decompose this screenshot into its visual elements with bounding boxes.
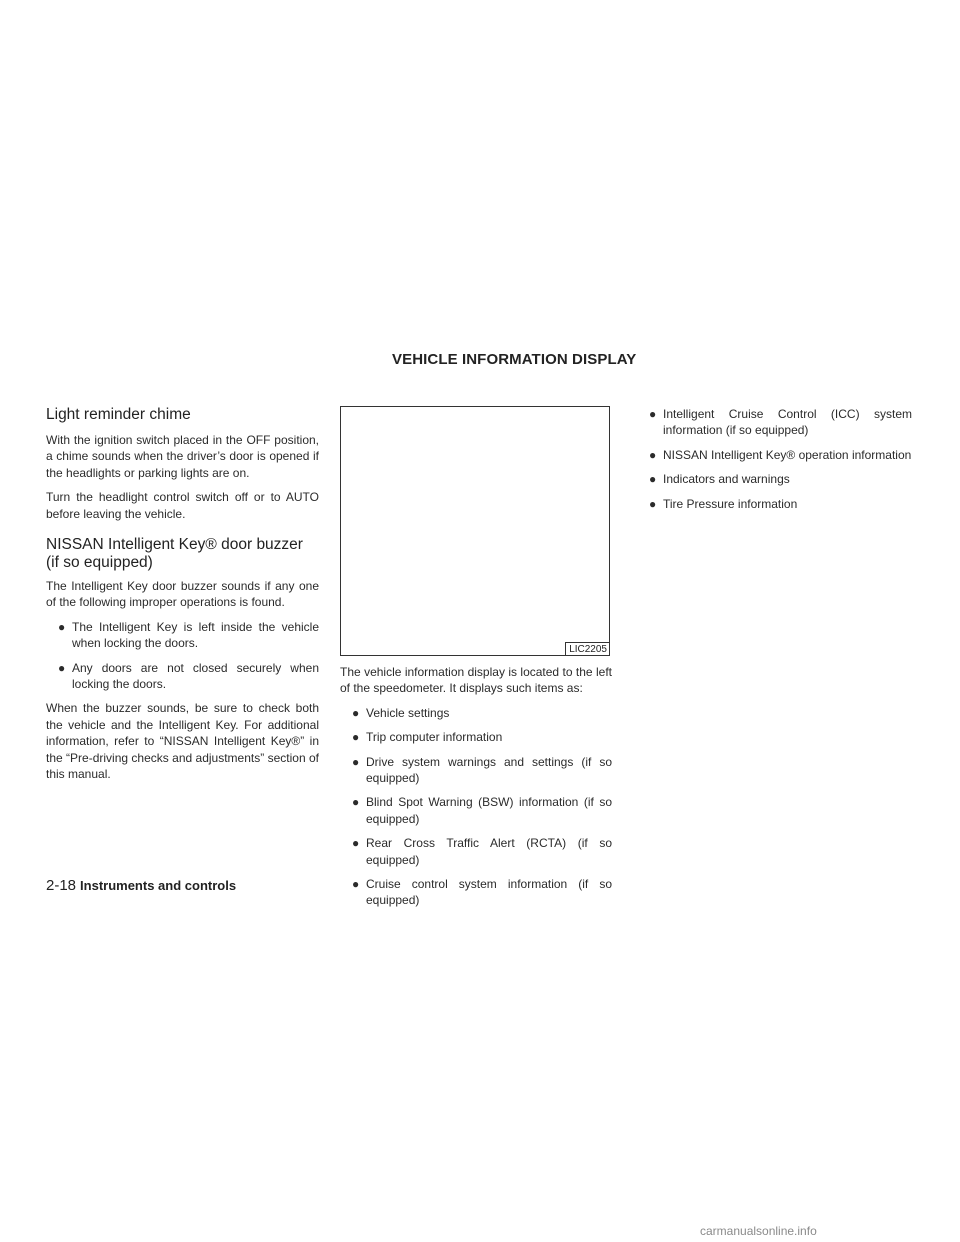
figure-frame <box>340 406 610 656</box>
paragraph: The Intelligent Key door buzzer sounds if any one of the following improper operations is found. <box>46 579 319 610</box>
bullet-icon: ● <box>58 619 66 634</box>
chapter-title: Instruments and controls <box>80 878 237 893</box>
list-item-text: NISSAN Intelligent Key® operation information <box>663 447 912 462</box>
list-item <box>46 660 319 693</box>
list-item-text: Tire Pressure information <box>663 496 798 511</box>
bullet-icon: ● <box>352 795 360 810</box>
list-item <box>637 447 912 463</box>
paragraph: With the ignition switch placed in the OFF position, a chime sounds when the driver’s door is opened if the headlights or parking lights are on. <box>46 433 319 480</box>
watermark: carmanualsonline.info <box>700 1224 817 1238</box>
list-item <box>340 794 612 827</box>
bullet-icon: ● <box>649 407 657 421</box>
page-number: 2-18 <box>46 877 77 894</box>
page-footer <box>46 877 236 894</box>
list-item-text: Drive system warnings and settings (if so equipped) <box>366 754 612 786</box>
figure-label: LIC2205 <box>565 642 609 655</box>
list-item <box>340 754 612 787</box>
bullet-icon: ● <box>58 660 66 675</box>
list-item <box>46 619 319 652</box>
bullet-icon: ● <box>352 877 360 892</box>
bullet-list <box>46 619 319 693</box>
list-item <box>340 835 612 868</box>
list-item-text: Rear Cross Traffic Alert (RCTA) (if so equipped) <box>366 836 612 867</box>
bullet-icon: ● <box>352 705 360 720</box>
column-right <box>637 406 912 520</box>
section-title: VEHICLE INFORMATION DISPLAY <box>392 351 637 368</box>
list-item <box>637 406 912 439</box>
bullet-icon: ● <box>352 836 360 851</box>
list-item <box>637 496 912 512</box>
bullet-icon: ● <box>352 754 360 769</box>
heading-key-buzzer: NISSAN Intelligent Key® door buzzer (if so equipped) <box>46 536 303 572</box>
list-item-text: Indicators and warnings <box>663 472 790 487</box>
list-item <box>340 729 612 745</box>
bullet-icon: ● <box>649 472 657 487</box>
bullet-icon: ● <box>352 730 360 745</box>
bullet-icon: ● <box>649 496 657 511</box>
list-item-text: Any doors are not closed securely when locking the doors. <box>72 660 319 692</box>
paragraph: Turn the headlight control switch off or to AUTO before leaving the vehicle. <box>46 490 319 521</box>
paragraph: When the buzzer sounds, be sure to check both the vehicle and the Intelligent Key. For additional information, refer to “NISSAN Intelligent Key®” in the “Pre-driving checks and adjustments” section of this manual. <box>46 701 319 782</box>
heading-light-reminder: Light reminder chime <box>46 406 191 423</box>
column-left <box>46 406 319 791</box>
paragraph: The vehicle information display is located to the left of the speedometer. It displays such items as: <box>340 665 612 696</box>
bullet-icon: ● <box>649 447 657 462</box>
list-item-text: Vehicle settings <box>366 705 450 720</box>
list-item <box>637 471 912 487</box>
list-item-text: Trip computer information <box>366 730 503 745</box>
list-item-text: The Intelligent Key is left inside the vehicle when locking the doors. <box>72 619 319 651</box>
bullet-list <box>340 705 612 909</box>
column-middle <box>340 406 612 917</box>
list-item-text: Intelligent Cruise Control (ICC) system information (if so equipped) <box>663 407 912 438</box>
bullet-list <box>637 406 912 512</box>
list-item <box>340 876 612 909</box>
list-item <box>340 705 612 721</box>
list-item-text: Blind Spot Warning (BSW) information (if so equipped) <box>366 795 612 826</box>
list-item-text: Cruise control system information (if so equipped) <box>366 877 612 908</box>
